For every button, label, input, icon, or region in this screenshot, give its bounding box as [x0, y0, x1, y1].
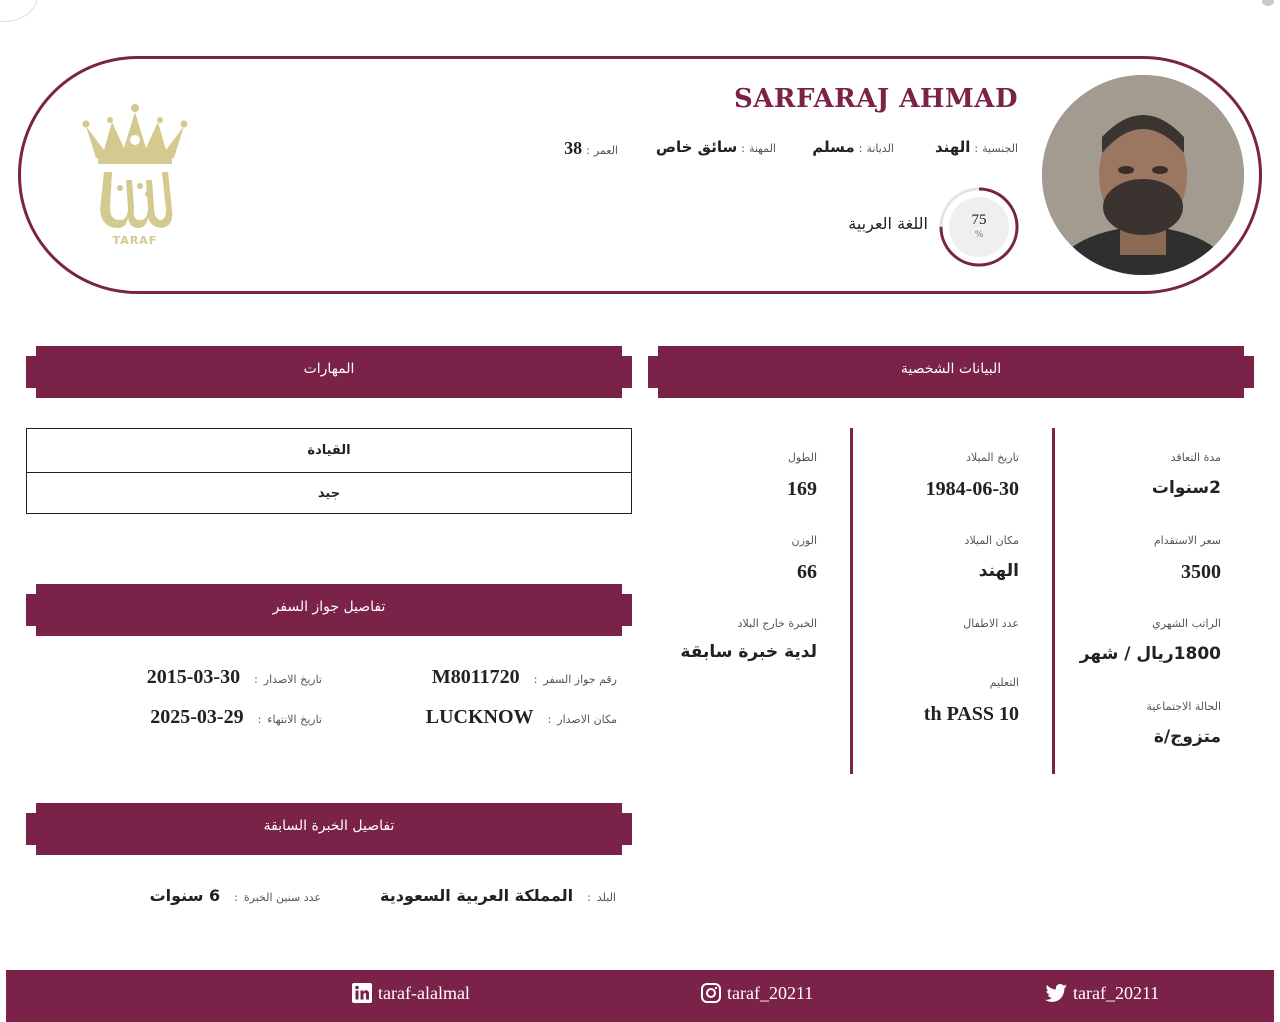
birthplace-value: الهند	[978, 561, 1019, 581]
age-value: 38	[564, 138, 583, 158]
language-label: اللغة العربية	[848, 214, 928, 233]
linkedin-handle: taraf-alalmal	[378, 982, 470, 1003]
instagram-link[interactable]	[700, 982, 813, 1004]
skills-title: المهارات	[303, 361, 355, 377]
children-field: عدد الاطفال	[963, 617, 1019, 630]
passport-number-value: M8011720	[431, 666, 520, 688]
personal-data-header	[648, 346, 1254, 398]
corner-decoration	[0, 0, 38, 22]
experience-abroad-value: لدية خبرة سابقة	[680, 642, 817, 662]
skills-row: القيادة	[307, 443, 351, 458]
skills-header	[26, 346, 632, 398]
profile-photo	[1042, 75, 1244, 275]
twitter-icon	[1044, 982, 1068, 1004]
issue-place-value: LUCKNOW	[425, 706, 534, 728]
birthplace-field: مكان الميلاد الهند	[964, 534, 1019, 581]
logo-text: TARAF	[112, 234, 158, 247]
experience-country-value: المملكة العربية السعودية	[380, 886, 574, 905]
issue-place-field: مكان الاصدار : LUCKNOW	[425, 706, 617, 728]
twitter-handle: taraf_20211	[1073, 982, 1160, 1003]
religion-value: مسلم	[812, 138, 855, 156]
experience-header	[26, 803, 632, 855]
birthdate-field: تاريخ الميلاد 1984-06-30	[925, 451, 1019, 500]
salary-value: 1800ريال / شهر	[1079, 644, 1221, 664]
instagram-icon	[700, 982, 722, 1004]
linkedin-icon	[351, 982, 373, 1004]
nationality-field: الجنسية : الهند	[934, 138, 1018, 156]
marital-status-field: الحالة الاجتماعية متزوج/ة	[1146, 700, 1221, 747]
education-value: th PASS 10	[923, 703, 1019, 725]
experience-title: تفاصيل الخبرة السابقة	[263, 818, 395, 834]
experience-years-value: 6 سنوات	[149, 886, 221, 905]
birthdate-value: 1984-06-30	[925, 478, 1019, 500]
passport-number-field: رقم جواز السفر : M8011720	[431, 666, 617, 688]
issue-date-field: تاريخ الاصدار : 2015-03-30	[146, 666, 322, 688]
language-percent-sign: %	[974, 230, 984, 240]
profession-field: المهنة : سائق خاص	[655, 138, 776, 156]
religion-label: الديانة	[866, 142, 894, 155]
twitter-link[interactable]	[1044, 982, 1159, 1004]
profession-value: سائق خاص	[655, 138, 738, 156]
salary-field: الراتب الشهري 1800ريال / شهر	[1079, 617, 1221, 664]
issue-date-value: 2015-03-30	[146, 666, 241, 688]
age-label: العمر	[593, 144, 618, 157]
nationality-label: الجنسية	[982, 142, 1018, 155]
marital-status-value: متزوج/ة	[1153, 727, 1221, 747]
column-divider	[1052, 428, 1055, 774]
education-field: التعليم th PASS 10	[923, 676, 1019, 725]
experience-abroad-field: الخبرة خارج البلاد لدية خبرة سابقة	[680, 617, 817, 662]
candidate-name: SARFARAJ AHMAD	[733, 84, 1018, 114]
recruitment-price-field: سعر الاستقدام 3500	[1153, 534, 1221, 583]
column-divider	[850, 428, 853, 774]
religion-field: الديانة : مسلم	[812, 138, 894, 156]
expiry-date-value: 2025-03-29	[150, 706, 244, 728]
linkedin-link[interactable]	[351, 982, 470, 1004]
passport-header	[26, 584, 632, 636]
corner-dot	[1262, 0, 1274, 6]
taraf-logo	[82, 100, 188, 248]
contract-value: 2سنوات	[1151, 478, 1221, 498]
expiry-date-field: تاريخ الانتهاء : 2025-03-29	[150, 706, 322, 728]
recruitment-price-value: 3500	[1181, 561, 1221, 583]
height-field: الطول 169	[787, 451, 817, 500]
experience-country-field: البلد : المملكة العربية السعودية	[380, 886, 616, 905]
weight-field: الوزن 66	[791, 534, 817, 583]
experience-years-field: عدد سنين الخبرة : 6 سنوات	[149, 886, 321, 905]
contract-field: مدة التعاقد 2سنوات	[1151, 451, 1221, 498]
age-field: العمر : 38	[564, 138, 618, 158]
language-percent: 75	[971, 212, 987, 228]
height-value: 169	[787, 478, 817, 500]
skills-row: جيد	[27, 472, 631, 513]
passport-title: تفاصيل جواز السفر	[272, 599, 386, 615]
nationality-value: الهند	[934, 138, 971, 156]
personal-data-title: البيانات الشخصية	[900, 361, 1002, 377]
instagram-handle: taraf_20211	[727, 982, 814, 1003]
profession-label: المهنة	[748, 142, 776, 155]
weight-value: 66	[797, 561, 817, 583]
skills-table	[26, 428, 632, 514]
